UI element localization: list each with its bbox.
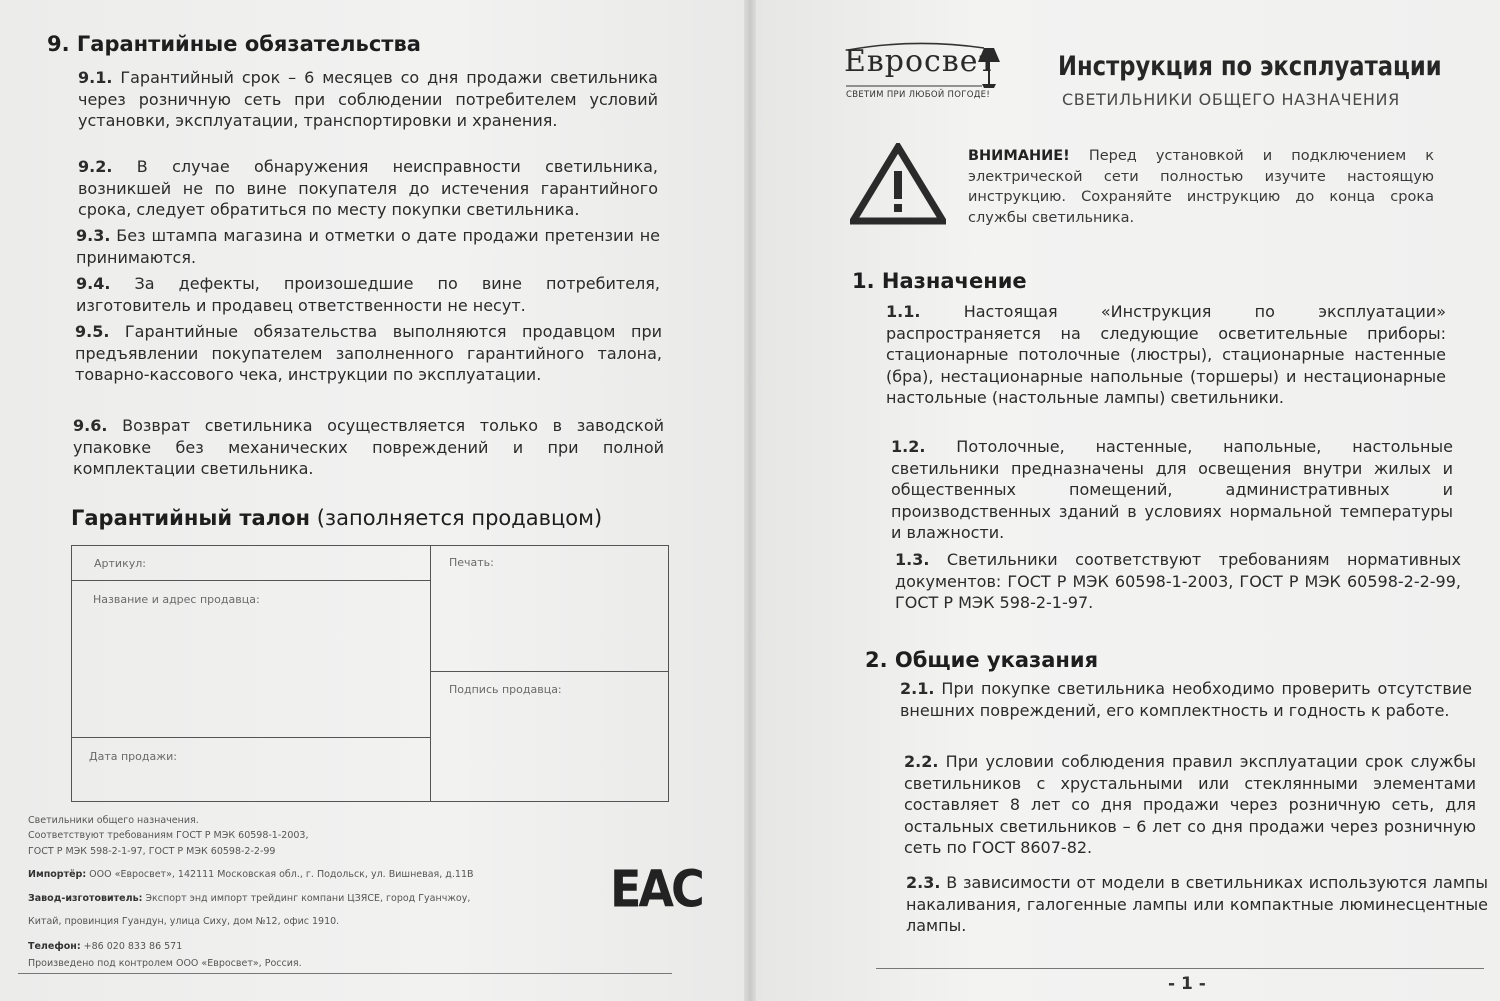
section-9-title: 9. Гарантийные обязательства <box>47 32 421 56</box>
footer-line: Светильники общего назначения. <box>28 815 199 826</box>
card-divider <box>72 580 430 581</box>
clause-9-4: 9.4. За дефекты, произошедшие по вине потребителя, изготовитель и продавец ответственности не несут. <box>76 274 660 315</box>
logo-wordmark: Евросвет <box>844 44 997 79</box>
footer-maker-address: Китай, провинция Гуандун, улица Сиху, дом №12, офис 1910. <box>28 916 340 927</box>
footer-line: ГОСТ Р МЭК 598-2-1-97, ГОСТ Р МЭК 60598-2-2-99 <box>28 846 276 857</box>
warranty-card <box>71 545 669 802</box>
clause-1-3: 1.3. Светильники соответствуют требованиям нормативных документов: ГОСТ Р МЭК 60598-1-2003, ГОСТ Р МЭК 60598-2-2-99, ГОСТ Р МЭК 598-2-1-97. <box>895 550 1461 612</box>
clause-2-1: 2.1. При покупке светильника необходимо проверить отсутствие внешних повреждений, его комплектность и годность к работе. <box>900 679 1472 720</box>
warning-triangle-icon <box>850 143 946 225</box>
card-divider <box>72 737 430 738</box>
section-1-title: 1. Назначение <box>852 269 1027 293</box>
footer-made: Произведено под контролем ООО «Евросвет», Россия. <box>28 958 302 969</box>
right-bottom-rule <box>876 968 1484 969</box>
footer-phone: Телефон: +86 020 833 86 571 <box>28 941 183 952</box>
warning-text: ВНИМАНИЕ! Перед установкой и подключением к электрической сети полностью изучите настоящую инструкцию. Сохраняйте инструкцию до конца срока службы светильника. <box>968 148 1434 226</box>
clause-9-6: 9.6. Возврат светильника осуществляется только в заводской упаковке без механических повреждений и при полной комплектации светильника. <box>73 416 665 478</box>
article-label: Артикул: <box>94 557 146 570</box>
clause-1-1: 1.1. Настоящая «Инструкция по эксплуатации» распространяется на следующие осветительные приборы: стационарные потолочные (люстры), стационарные настенные (бра), нестационарные напольные (торшеры) и нестационарные настольные (настольные лампы) светильники. <box>886 302 1446 407</box>
evrosvet-logo <box>844 40 1014 104</box>
clause-9-3: 9.3. Без штампа магазина и отметки о дате продажи претензии не принимаются. <box>76 226 660 267</box>
page-number: - 1 - <box>1168 974 1206 994</box>
document-title: Инструкция по эксплуатации <box>1058 51 1442 82</box>
page-fold <box>744 0 756 1001</box>
footer-importer: Импортёр: ООО «Евросвет», 142111 Московская обл., г. Подольск, ул. Вишневая, д.11В <box>28 869 474 880</box>
sale-date-label: Дата продажи: <box>89 750 177 763</box>
left-bottom-rule <box>18 973 672 974</box>
footer-line: Соответствуют требованиям ГОСТ Р МЭК 60598-1-2003, <box>28 830 309 841</box>
eac-mark: ЕАС <box>610 859 702 919</box>
clause-9-2: 9.2. В случае обнаружения неисправности светильника, возникшей не по вине покупателя до истечения гарантийного срока, следует обратиться по месту покупки светильника. <box>78 157 658 219</box>
seller-label: Название и адрес продавца: <box>93 593 260 606</box>
clause-2-3: 2.3. В зависимости от модели в светильниках используются лампы накаливания, галогенные лампы или компактные люминесцентные лампы. <box>906 873 1488 935</box>
clause-9-1: 9.1. Гарантийный срок – 6 месяцев со дня продажи светильника через розничную сеть при соблюдении потребителем условий установки, эксплуатации, транспортировки и хранения. <box>78 68 658 130</box>
footer-maker: Завод-изготовитель: Экспорт энд импорт трейдинг компани ЦЗЯСЕ, город Гуанчжоу, <box>28 893 471 904</box>
clause-2-2: 2.2. При условии соблюдения правил эксплуатации срок службы светильников с хрустальными или стеклянными элементами составляет 8 лет со дня продажи через розничную сеть, для остальных светильников – 6 лет со дня продажи через розничную сеть по ГОСТ 8607-82. <box>904 752 1476 857</box>
card-divider <box>430 546 431 801</box>
stamp-label: Печать: <box>449 556 494 569</box>
document-subtitle: СВЕТИЛЬНИКИ ОБЩЕГО НАЗНАЧЕНИЯ <box>1062 90 1400 109</box>
clause-1-2: 1.2. Потолочные, настенные, напольные, настольные светильники предназначены для освещения внутри жилых и общественных помещений, административных и производственных зданий в условиях нормальной температуры и влажности. <box>891 437 1453 542</box>
clause-9-5: 9.5. Гарантийные обязательства выполняются продавцом при предъявлении покупателем заполненного гарантийного талона, товарно-кассового чека, инструкции по эксплуатации. <box>75 322 662 384</box>
section-2-title: 2. Общие указания <box>865 648 1099 672</box>
signature-label: Подпись продавца: <box>449 683 562 696</box>
card-divider <box>430 671 668 672</box>
logo-slogan: СВЕТИМ ПРИ ЛЮБОЙ ПОГОДЕ! <box>846 90 991 100</box>
warranty-card-title: Гарантийный талон (заполняется продавцом) <box>71 506 603 530</box>
